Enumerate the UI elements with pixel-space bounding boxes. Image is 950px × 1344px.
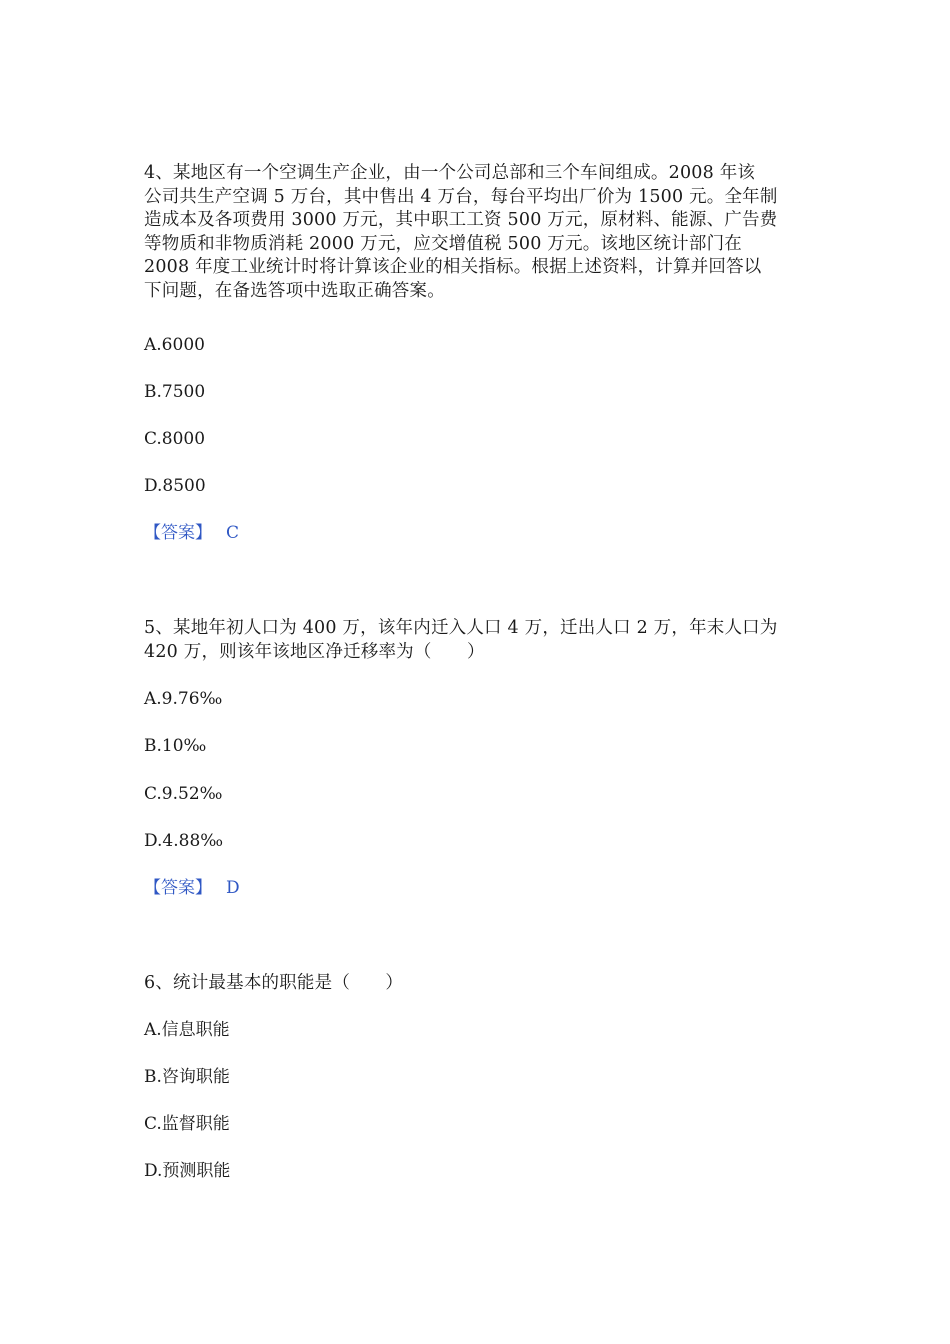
stem-line: 2008 年度工业统计时将计算该企业的相关指标。根据上述资料，计算并回答以 <box>144 257 762 278</box>
question-stem <box>144 617 814 664</box>
stem-line: 公司共生产空调 5 万台，其中售出 4 万台，每台平均出厂价为 1500 元。全年制 <box>144 186 778 207</box>
question-stem <box>144 972 814 996</box>
stem-line: 等物质和非物质消耗 2000 万元，应交增值税 500 万元。该地区统计部门在 <box>144 233 742 254</box>
option-c: C.监督职能 <box>144 1114 230 1134</box>
question-6 <box>144 972 814 1181</box>
stem-line: 5、某地年初人口为 400 万，该年内迁入人口 4 万，迁出人口 2 万，年末人口为 <box>144 618 778 638</box>
answer-value: C <box>226 523 240 543</box>
answer-label: 【答案】 <box>144 878 212 898</box>
option-a: A.9.76‰ <box>144 689 223 709</box>
option-c: C.9.52‰ <box>144 784 223 804</box>
stem-line: 6、统计最基本的职能是（ ） <box>144 973 404 993</box>
option-d: D.预测职能 <box>144 1161 231 1181</box>
stem-line: 下问题，在备选答项中选取正确答案。 <box>144 280 445 301</box>
question-5 <box>144 617 814 898</box>
answer-line <box>144 877 240 899</box>
answer-value: D <box>226 878 240 898</box>
option-b: B.7500 <box>144 382 206 402</box>
stem-line: 420 万，则该年该地区净迁移率为（ ） <box>144 641 485 662</box>
question-stem <box>144 162 814 304</box>
option-b: B.10‰ <box>144 736 207 756</box>
option-a: A.信息职能 <box>144 1020 230 1040</box>
option-a: A.6000 <box>144 335 205 355</box>
option-d: D.4.88‰ <box>144 831 224 851</box>
stem-line: 4、某地区有一个空调生产企业，由一个公司总部和三个车间组成。2008 年该 <box>144 163 756 183</box>
answer-label: 【答案】 <box>144 523 212 543</box>
option-d: D.8500 <box>144 476 206 496</box>
answer-line <box>144 522 239 544</box>
question-4 <box>144 162 814 543</box>
option-c: C.8000 <box>144 429 206 449</box>
option-b: B.咨询职能 <box>144 1067 230 1087</box>
stem-line: 造成本及各项费用 3000 万元，其中职工工资 500 万元，原材料、能源、广告费 <box>144 210 778 231</box>
